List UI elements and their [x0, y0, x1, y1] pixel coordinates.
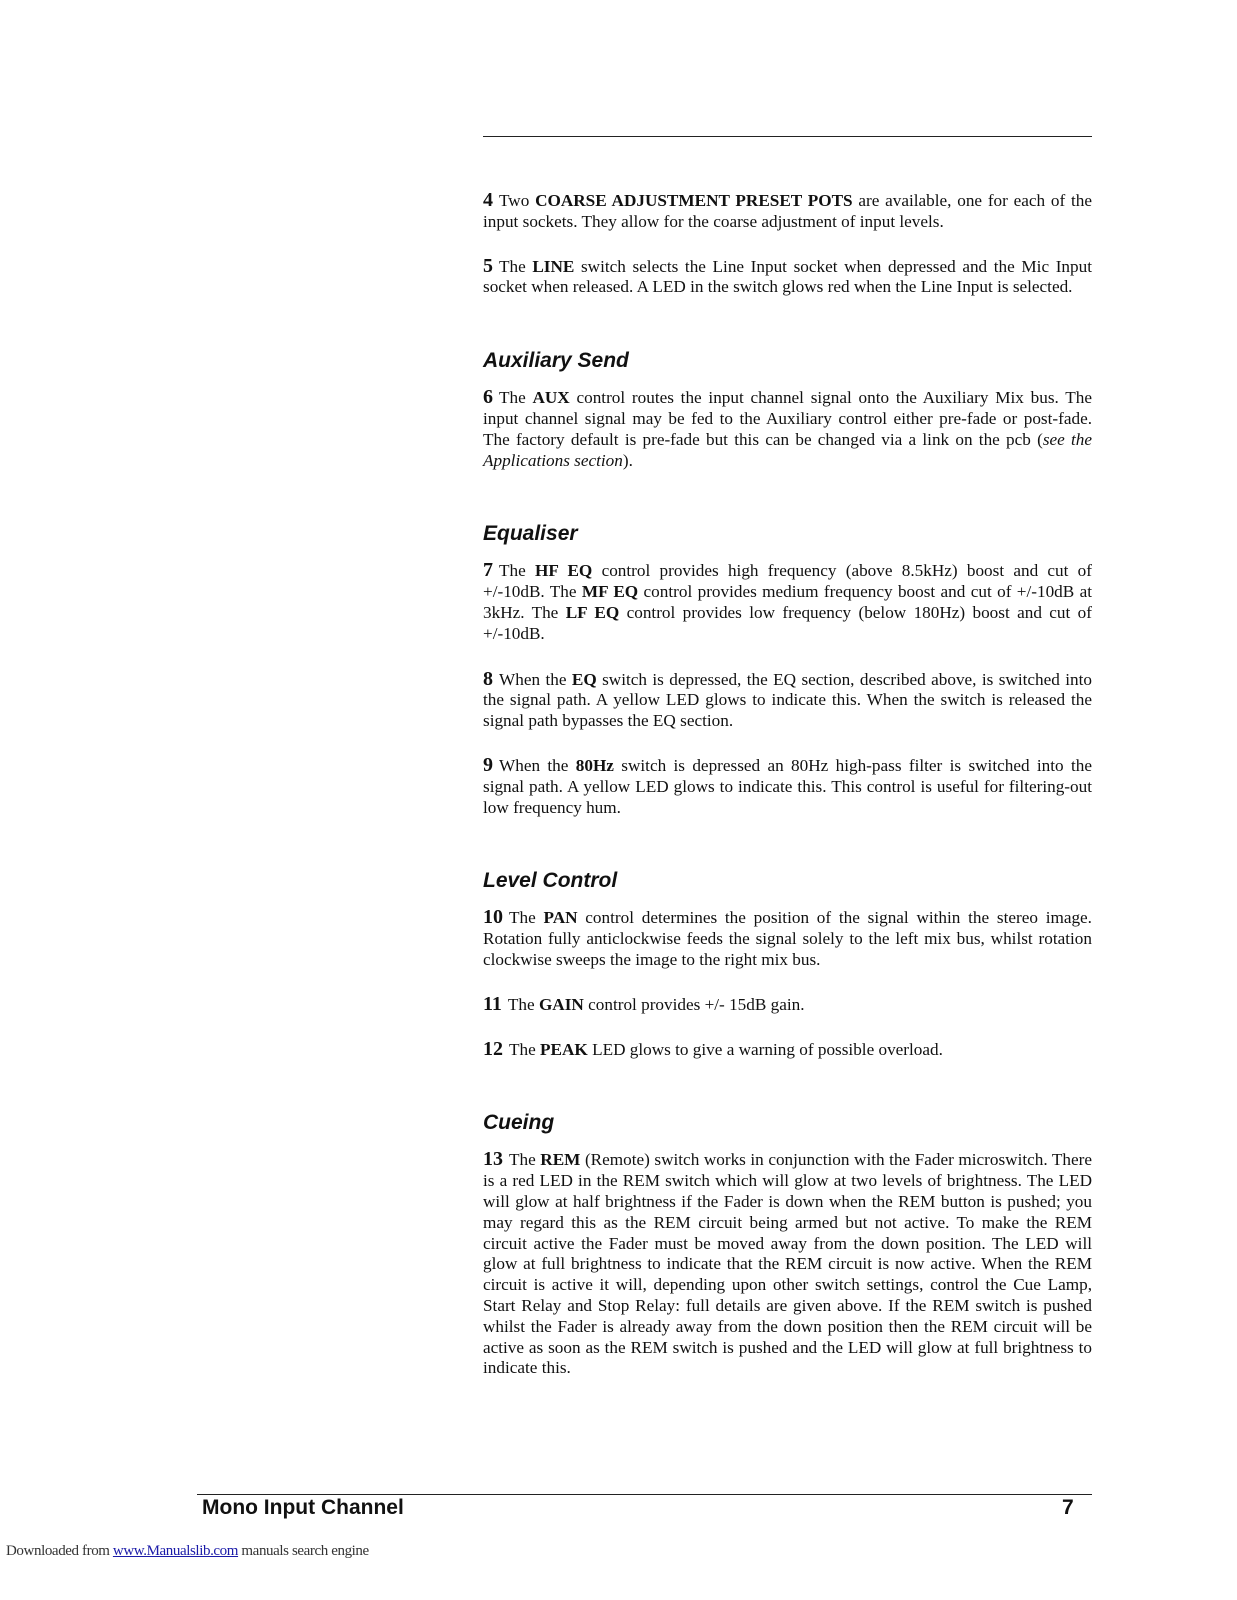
- paragraph-5: 5 The LINE switch selects the Line Input socket when depressed and the Mic Input socket when released. A LED in the switch glows red when the Line Input is selected.: [483, 254, 1092, 297]
- section-heading-equaliser: Equaliser: [483, 522, 578, 546]
- item-number: 5: [483, 254, 493, 277]
- item-number: 10: [483, 906, 503, 929]
- item-number: 6: [483, 386, 493, 409]
- control-name: PEAK: [540, 1039, 588, 1059]
- page-content: [483, 190, 1092, 1379]
- paragraph-4: 4 Two COARSE ADJUSTMENT PRESET POTS are available, one for each of the input sockets. They allow for the coarse adjustment of input levels.: [483, 189, 1092, 231]
- footer-rule: [197, 1494, 1092, 1495]
- item-number: 7: [483, 559, 493, 582]
- paragraph-9: 9 When the 80Hz switch is depressed an 80Hz high-pass filter is switched into the signal path. A yellow LED glows to indicate this. This control is useful for filtering-out low frequency hum.: [483, 753, 1092, 817]
- footer-section-title: Mono Input Channel: [202, 1496, 404, 1519]
- control-name: MF EQ: [581, 582, 639, 602]
- paragraph-12: 12 The PEAK LED glows to give a warning of possible overload.: [483, 1037, 943, 1060]
- item-number: 13: [483, 1148, 503, 1171]
- paragraph-6: 6 The AUX control routes the input channel signal onto the Auxiliary Mix bus. The input channel signal may be fed to the Auxiliary control either pre-fade or post-fade. The factory default is pre-fade but this can be changed via a link on the pcb (see the Applications section).: [483, 386, 1092, 470]
- cross-reference: see the Applications section: [483, 429, 1092, 470]
- item-number: 12: [483, 1037, 503, 1060]
- control-name: LINE: [532, 256, 575, 276]
- control-name: EQ: [571, 669, 597, 689]
- paragraph-13: 13 The REM (Remote) switch works in conjunction with the Fader microswitch. There is a red LED in the REM switch which will glow at two levels of brightness. The LED will glow at half brightness if the Fader is down when the REM button is pushed; you may regard this as the REM circuit being armed but not active. To make the REM circuit active the Fader must be moved away from the down position. The LED will glow at full brightness to indicate that the REM circuit is now active. When the REM circuit is active it will, depending upon other switch settings, control the Cue Lamp, Start Relay and Stop Relay: full details are given above. If the REM switch is pushed whilst the Fader is already away from the down position then the REM circuit will be active as soon as the REM switch is pushed and the LED will glow at full brightness to indicate this.: [483, 1148, 1092, 1378]
- paragraph-7: 7 The HF EQ control provides high frequency (above 8.5kHz) boost and cut of +/-10dB. The MF EQ control provides medium frequency boost and cut of +/-10dB at 3kHz. The LF EQ control provides low frequency (below 180Hz) boost and cut of +/-10dB.: [483, 559, 1092, 643]
- header-rule: [483, 136, 1092, 137]
- control-name: REM: [540, 1150, 581, 1170]
- section-heading-cueing: Cueing: [483, 1111, 555, 1135]
- download-watermark: Downloaded from www.Manualslib.com manuals search engine: [6, 1543, 369, 1559]
- paragraph-11: 11 The GAIN control provides +/- 15dB gain.: [483, 992, 805, 1015]
- item-number: 4: [483, 189, 493, 211]
- control-name: AUX: [532, 388, 570, 408]
- control-name: LF EQ: [565, 602, 620, 622]
- page-number: 7: [1062, 1496, 1074, 1519]
- section-heading-level-control: Level Control: [483, 869, 618, 893]
- control-name: COARSE ADJUSTMENT PRESET POTS: [535, 191, 853, 210]
- control-name: GAIN: [538, 994, 584, 1014]
- section-heading-auxiliary-send: Auxiliary Send: [483, 349, 629, 373]
- control-name: 80Hz: [575, 755, 614, 775]
- item-number: 11: [483, 992, 502, 1015]
- control-name: HF EQ: [534, 561, 593, 581]
- control-name: PAN: [543, 908, 578, 928]
- paragraph-8: 8 When the EQ switch is depressed, the EQ section, described above, is switched into the signal path. A yellow LED glows to indicate this. When the switch is released the signal path bypasses the EQ section.: [483, 667, 1092, 731]
- paragraph-10: 10 The PAN control determines the position of the signal within the stereo image. Rotation fully anticlockwise feeds the signal solely to the left mix bus, whilst rotation clockwise sweeps the image to the right mix bus.: [483, 906, 1092, 969]
- item-number: 8: [483, 667, 493, 690]
- manualslib-link[interactable]: www.Manualslib.com: [112, 1543, 239, 1559]
- item-number: 9: [483, 753, 493, 776]
